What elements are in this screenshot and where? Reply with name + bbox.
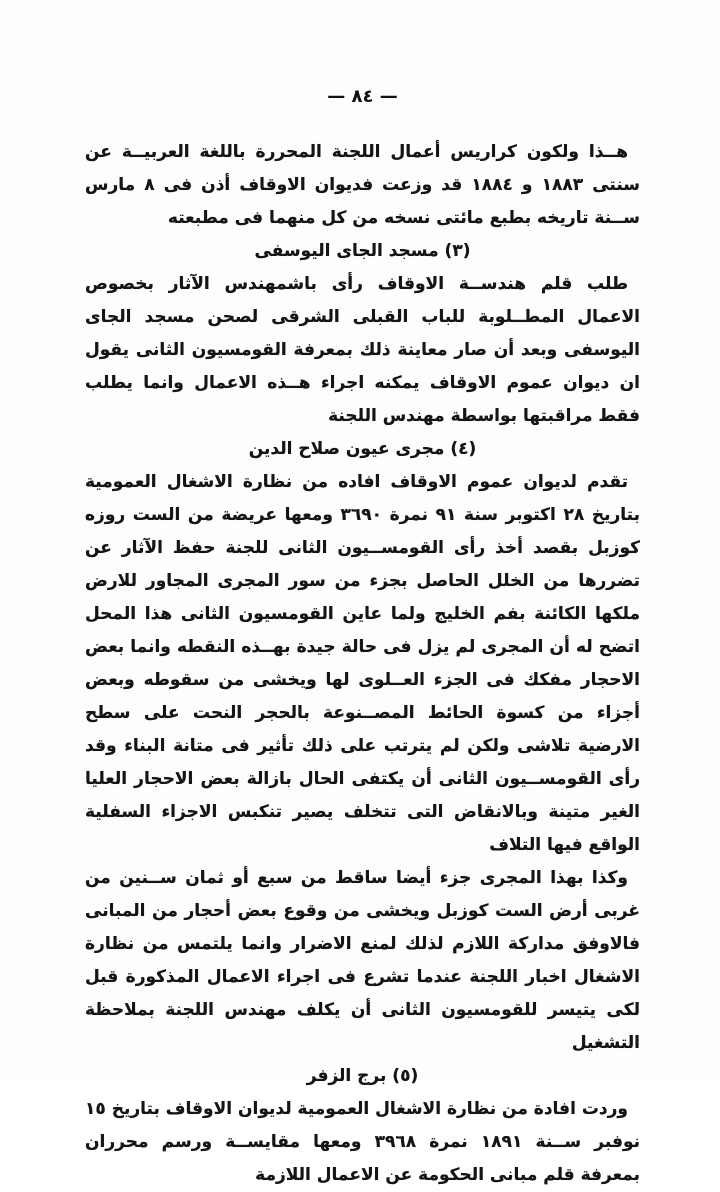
page-number: — ٨٤ —	[327, 86, 398, 107]
section-heading-3-jay-yusufi-mosque: (٣) مسجد الجاى اليوسفى	[254, 241, 471, 261]
paragraph-section-4-second: وكذا بهذا المجرى جزء أيضا ساقط من سبع أو ثمان ســنين من غربى أرض الست كوزبل ويخشى من وقوع بعض أحجار من المبانى فالاوفق مداركة اللازم لذلك لمنع الاضرار وانما يلتمس من نظارة الاشغال اخبار اللجنة عندما تشرع فى اجراء الاعمال المذكورة قبل لكى يتيسر للقومسيون الثانى أن يكلف مهندس اللجنة بملاحظة التشغيل	[85, 868, 640, 1053]
paragraph-section-4-first: تقدم لديوان عموم الاوقاف افاده من نظارة الاشغال العمومية بتاريخ ٢٨ اكتوبر سنة ٩١ نمرة ٣٦٩٠ ومعها عريضة من الست روزه كوزبل بقصد أخذ رأى القومســيون الثانى للجنة حفظ الآثار عن تضررها من الخلل الحاصل بجزء من سور المجرى المجاور للارض ملكها الكائنة بفم الخليج ولما عاين القومسيون الثانى هذا المحل اتضح له أن المجرى لم يزل فى حالة جيدة بهــذه النقطه وانما بعض الاحجار مفكك فى الجزء العــلوى لها ويخشى من سقوطه وبعض أجزاء من كسوة الحائط المصــنوعة بالحجر النحت على سطح الارضية تلاشى ولكن لم يترتب على ذلك تأثير فى متانة البناء وقد رأى القومســيون الثانى أن يكتفى الحال بازالة بعض الاحجار العليا الغير متينة وبالانقاض التى تتخلف يصير تنكبس الاجزاء السفلية الواقع فيها التلاف	[85, 472, 640, 855]
section-heading-4-salah-aldin-aqueduct: (٤) مجرى عيون صلاح الدين	[248, 439, 477, 459]
paragraph-section-3: طلب قلم هندســة الاوقاف رأى باشمهندس الآثار بخصوص الاعمال المطــلوبة للباب القبلى الشرقى لصحن مسجد الجاى اليوسفى وبعد أن صار معاينة ذلك بمعرفة القومسيون الثانى يقول ان ديوان عموم الاوقاف يمكنه اجراء هــذه الاعمال وانما يطلب فقط مراقبتها بواسطة مهندس اللجنة	[85, 274, 640, 426]
page-body	[85, 136, 640, 1192]
section-heading-5-burj-alzafar: (٥) برج الزفر	[306, 1066, 419, 1086]
paragraph-section-5: وردت افادة من نظارة الاشغال العمومية لديوان الاوقاف بتاريخ ١٥ نوفبر ســنة ١٨٩١ نمرة ٣٩٦٨ ومعها مقايســة ورسم محرران بمعرفة قلم مبانى الحكومة عن الاعمال اللازمة	[85, 1099, 640, 1185]
paragraph-intro-printing: هــذا ولكون كراريس أعمال اللجنة المحررة باللغة العربيــة عن سنتى ١٨٨٣ و ١٨٨٤ قد وزعت فديوان الاوقاف أذن فى ٨ مارس ســنة تاريخه بطبع مائتى نسخه من كل منهما فى مطبعته	[85, 142, 641, 228]
